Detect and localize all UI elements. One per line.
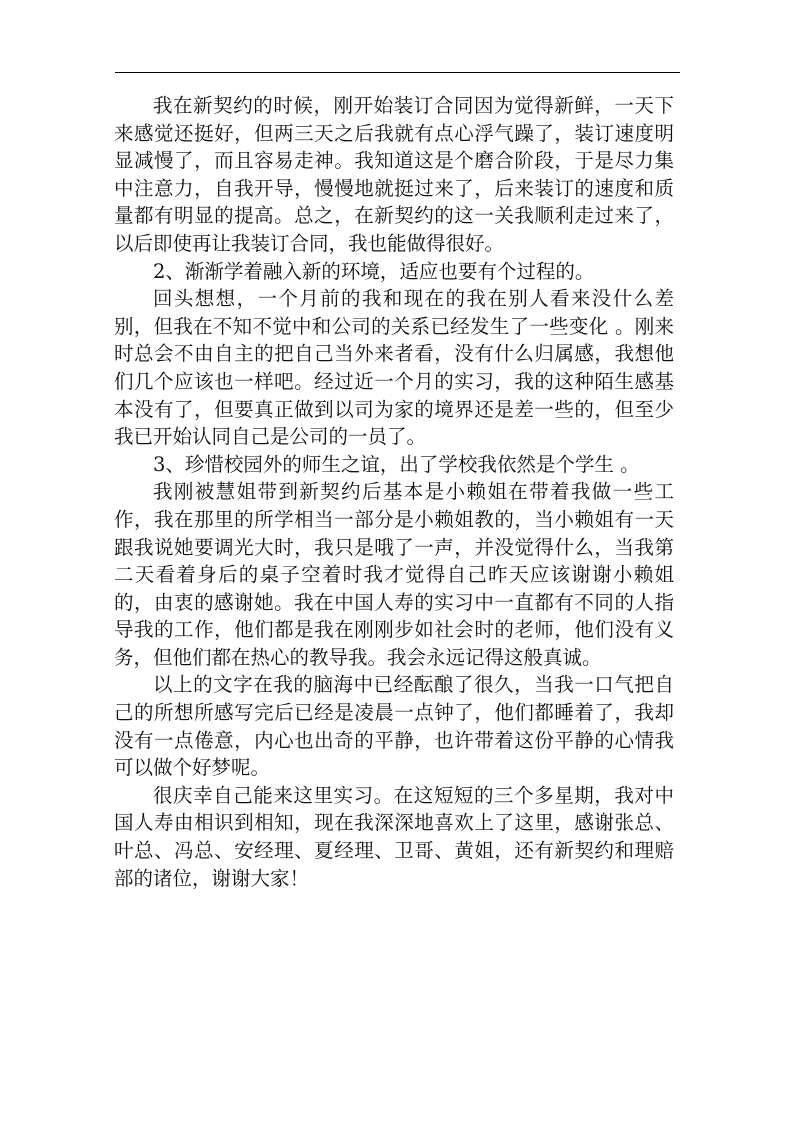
paragraph-late-night: 以上的文字在我的脑海中已经酝酿了很久，当我一口气把自己的所想所感写完后已经是凌晨一点钟了，他们都睡着了，我却没有一点倦意，内心也出奇的平静，也许带着这份平静的心情我可以做个好梦呢。: [114, 673, 674, 780]
document-body: [114, 92, 674, 892]
header-rule: [115, 72, 680, 73]
heading-cherish-mentorship: 3、珍惜校园外的师生之谊，出了学校我依然是个学生 。: [153, 452, 640, 476]
paragraph-binding-experience: 我在新契约的时候，刚开始装订合同因为觉得新鲜，一天下来感觉还挺好，但两三天之后我就有点心浮气躁了，装订速度明显减慢了，而且容易走神。我知道这是个磨合阶段，于是尽力集中注意力，自我开导，慢慢地就挺过来了，后来装订的速度和质量都有明显的提高。总之，在新契约的这一关我顺利走过来了，以后即使再让我装订合同，我也能做得很好。: [114, 94, 674, 255]
heading-adapt-environment: 2、渐渐学着融入新的环境，适应也要有个过程的。: [153, 259, 595, 283]
paragraph-reflection: 回头想想，一个月前的我和现在的我在别人看来没什么差别，但我在不知不觉中和公司的关系已经发生了一些变化 。刚来时总会不由自主的把自己当外来者看，没有什么归属感，我想他们几个应该也一样吧。经过近一个月的实习，我的这种陌生感基本没有了，但要真正做到以司为家的境界还是差一些的，但至少我已开始认同自己是公司的一员了。: [114, 287, 674, 449]
paragraph-mentor-story: 我刚被慧姐带到新契约后基本是小赖姐在带着我做一些工作，我在那里的所学相当一部分是小赖姐教的，当小赖姐有一天跟我说她要调光大时，我只是哦了一声，并没觉得什么，当我第二天看着身后的桌子空着时我才觉得自己昨天应该谢谢小赖姐的，由衷的感谢她。我在中国人寿的实习中一直都有不同的人指导我的工作，他们都是我在刚刚步如社会时的老师，他们没有义务，但他们都在热心的教导我。我会永远记得这般真诚。: [114, 480, 674, 669]
paragraph-thanks: 很庆幸自己能来这里实习。在这短短的三个多星期，我对中国人寿由相识到相知，现在我深深地喜欢上了这里，感谢张总、叶总、冯总、安经理、夏经理、卫哥、黄姐，还有新契约和理赔部的诸位，谢谢大家！: [114, 783, 674, 890]
